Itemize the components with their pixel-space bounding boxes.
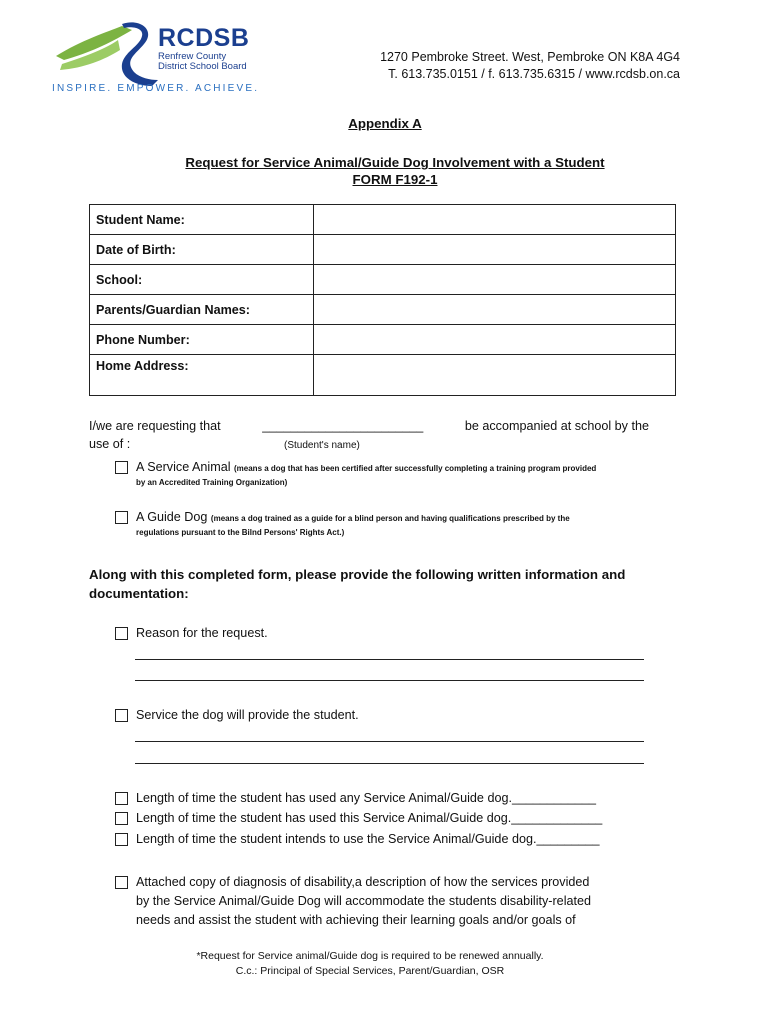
guide-dog-checkbox[interactable] <box>115 511 128 524</box>
table-row <box>90 325 676 355</box>
length-any-checkbox[interactable] <box>115 792 128 805</box>
appendix-title: Appendix A <box>348 116 422 131</box>
attached-label-3: needs and assist the student with achieving their learning goals and/or goals of <box>136 913 576 927</box>
reason-label: Reason for the request. <box>136 626 268 640</box>
length-any-label: Length of time the student has used any Service Animal/Guide dog.____________ <box>136 791 596 805</box>
tagline: INSPIRE. EMPOWER. ACHIEVE. <box>52 83 260 94</box>
service-animal-option <box>115 460 596 474</box>
service-checkbox[interactable] <box>115 709 128 722</box>
documentation-heading-1: Along with this completed form, please provide the following written information and <box>89 567 626 582</box>
address-field[interactable] <box>314 355 676 396</box>
cc-note: C.c.: Principal of Special Services, Parent/Guardian, OSR <box>235 965 505 977</box>
student-name-field[interactable] <box>314 205 676 235</box>
documentation-heading <box>89 565 625 603</box>
request-text-a: I/we are requesting that <box>89 419 221 433</box>
table-row <box>90 205 676 235</box>
footer <box>0 949 740 979</box>
guide-dog-definition-2: regulations pursuant to the Bilnd Persons' Rights Act.) <box>136 528 345 537</box>
request-sentence <box>89 419 649 433</box>
dob-label: Date of Birth: <box>90 235 314 265</box>
form-number: FORM F192-1 <box>352 172 438 187</box>
service-animal-definition-2: by an Accredited Training Organization) <box>136 478 288 487</box>
length-any-item <box>115 791 596 805</box>
attached-item <box>115 875 589 889</box>
request-text-b: be accompanied at school by the <box>464 419 649 433</box>
service-label: Service the dog will provide the student. <box>136 708 359 722</box>
dob-field[interactable] <box>314 235 676 265</box>
guide-dog-definition: (means a dog trained as a guide for a blind person and having qualifications prescribed by the <box>210 514 570 523</box>
service-animal-definition: (means a dog that has been certified after successfully completing a training program provided <box>234 464 597 473</box>
length-this-label: Length of time the student has used this Service Animal/Guide dog._____________ <box>136 811 603 825</box>
length-intends-label: Length of time the student intends to use the Service Animal/Guide dog._________ <box>136 832 600 846</box>
service-animal-checkbox[interactable] <box>115 461 128 474</box>
student-name-blank[interactable]: _______________________ <box>262 419 424 433</box>
renewal-note: *Request for Service animal/Guide dog is required to be renewed annually. <box>196 950 544 962</box>
table-row <box>90 295 676 325</box>
table-row <box>90 235 676 265</box>
attached-checkbox[interactable] <box>115 876 128 889</box>
reason-item <box>115 626 268 640</box>
student-name-label: Student Name: <box>90 205 314 235</box>
form-title: Request for Service Animal/Guide Dog Involvement with a Student <box>185 155 605 170</box>
reason-line-2[interactable] <box>135 680 644 681</box>
request-text-c: use of : <box>89 437 131 451</box>
length-intends-checkbox[interactable] <box>115 833 128 846</box>
school-label: School: <box>90 265 314 295</box>
contact-line: T. 613.735.0151 / f. 613.735.6315 / www.rcdsb.on.ca <box>388 67 680 81</box>
phone-label: Phone Number: <box>90 325 314 355</box>
logo-wordmark: RCDSB <box>158 24 250 52</box>
length-this-checkbox[interactable] <box>115 812 128 825</box>
guide-dog-label: A Guide Dog <box>136 510 208 524</box>
service-animal-label: A Service Animal <box>136 460 231 474</box>
attached-label-1: Attached copy of diagnosis of disability,a description of how the services provided <box>136 875 590 889</box>
guardian-field[interactable] <box>314 295 676 325</box>
attached-label-2: by the Service Animal/Guide Dog will accommodate the students disability-related <box>136 894 591 908</box>
service-line-1[interactable] <box>135 741 644 742</box>
length-intends-item <box>115 832 600 846</box>
table-row <box>90 265 676 295</box>
documentation-heading-2: documentation: <box>89 586 189 601</box>
reason-line-1[interactable] <box>135 659 644 660</box>
guide-dog-option <box>115 510 570 524</box>
table-row <box>90 355 676 396</box>
student-name-caption: (Student's name) <box>284 440 360 451</box>
service-item <box>115 708 359 722</box>
reason-checkbox[interactable] <box>115 627 128 640</box>
logo-subtitle <box>158 52 247 72</box>
service-line-2[interactable] <box>135 763 644 764</box>
phone-field[interactable] <box>314 325 676 355</box>
address-label: Home Address: <box>90 355 314 396</box>
guardian-label: Parents/Guardian Names: <box>90 295 314 325</box>
length-this-item <box>115 811 602 825</box>
logo-sub-line-1: Renfrew County <box>158 51 227 62</box>
logo-sub-line-2: District School Board <box>158 61 247 72</box>
board-address <box>380 49 680 83</box>
school-field[interactable] <box>314 265 676 295</box>
student-info-table <box>89 204 676 396</box>
address-line: 1270 Pembroke Street. West, Pembroke ON K8A 4G4 <box>380 50 680 64</box>
